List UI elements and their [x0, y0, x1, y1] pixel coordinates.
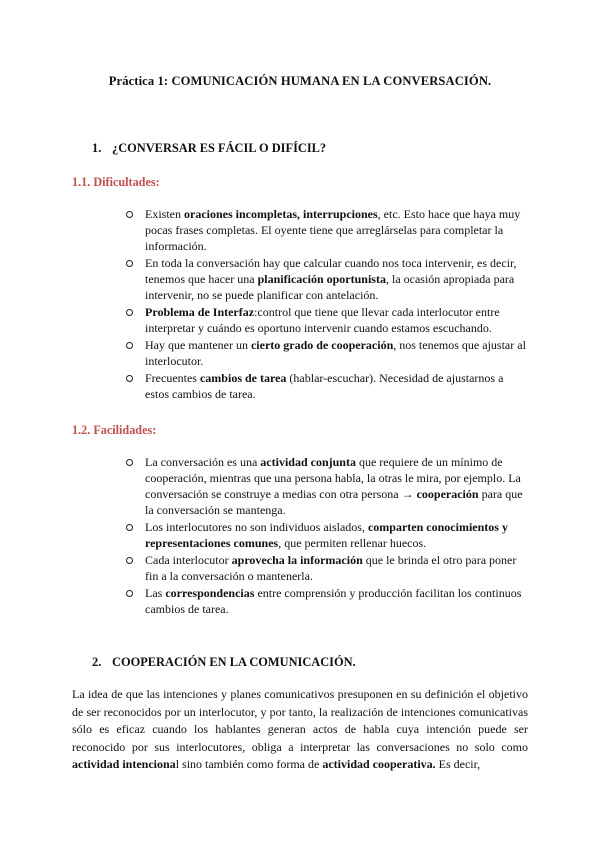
list-item — [124, 552, 528, 584]
text-run: Las — [145, 586, 166, 600]
bold-text: actividad conjunta — [260, 455, 356, 469]
text-run: En toda la conversación hay que calcular cuando nos toca intervenir, es decir, tenemos que hacer una — [145, 256, 517, 286]
subsection-1-2-heading: 1.2. Facilidades: — [72, 423, 157, 437]
page-title: Práctica 1: COMUNICACIÓN HUMANA EN LA CONVERSACIÓN. — [108, 74, 492, 88]
text-run: (hablar-escuchar). Necesidad de ajustarnos a estos cambios de tarea. — [145, 371, 504, 401]
section-1-number: 1. — [92, 141, 102, 155]
list-item — [124, 519, 528, 551]
facilities-list — [124, 454, 528, 618]
text-run: Hay que mantener un — [145, 338, 251, 352]
section-2-heading — [92, 655, 356, 670]
text-run: La conversación es una — [145, 455, 261, 469]
text-run: , la ocasión apropiada para intervenir, no se puede planificar con antelación. — [145, 272, 515, 302]
text-run: :control que tiene que llevar cada interlocutor entre interpretar y cuándo es oportuno intervenir cuando estamos escuchando. — [145, 305, 500, 335]
list-item — [124, 585, 528, 617]
bold-text: cambios de tarea — [199, 371, 287, 385]
text-run: , etc. Esto hace que haya muy pocas frases completas. El oyente tiene que arreglárselas para completar la información. — [145, 207, 521, 253]
bold-text: aprovecha la información — [231, 553, 363, 567]
list-item — [124, 337, 528, 369]
text-run: entre comprensión y producción facilitan los continuos cambios de tarea. — [145, 586, 522, 616]
subsection-1-1-heading: 1.1. Dificultades: — [72, 175, 160, 189]
list-item — [124, 304, 528, 336]
difficulties-list — [124, 206, 528, 403]
bold-text: Problema de Interfaz — [145, 305, 255, 319]
bold-text: oraciones incompletas, interrupciones — [184, 207, 378, 221]
list-item — [124, 206, 528, 254]
text-run: l sino también como forma de — [175, 757, 323, 772]
text-run: , nos tenemos que ajustar al interlocutor. — [145, 338, 526, 368]
text-run: Es decir, — [435, 757, 481, 772]
bold-text: cooperación — [416, 487, 479, 501]
section-2-number: 2. — [92, 655, 102, 669]
bold-text: cierto grado de cooperación — [250, 338, 394, 352]
bold-text: comparten conocimientos y representaciones comunes — [145, 520, 508, 550]
text-run: Frecuentes — [145, 371, 200, 385]
section-2-title: COOPERACIÓN EN LA COMUNICACIÓN. — [112, 655, 356, 669]
text-run: Cada interlocutor — [145, 553, 232, 567]
text-run: Existen — [145, 207, 184, 221]
bold-text: actividad cooperativa. — [322, 757, 436, 772]
cooperation-paragraph — [72, 686, 528, 774]
list-item — [124, 454, 528, 518]
text-run: para que la conversación se mantenga. — [145, 487, 523, 517]
text-run: La idea de que las intenciones y planes comunicativos presuponen en su definición el objetivo de ser reconocidos por un interlocutor, y por tanto, la realización de intenciones comunicativas sólo es eficaz cuando los hablantes generan actos de habla cuya intención puede ser reconocido por sus interlocutores, obliga a interpretar las conversaciones no solo como — [72, 687, 528, 754]
list-item — [124, 255, 528, 303]
bold-text: actividad intenciona — [72, 757, 176, 772]
text-run: que le brinda el otro para poner fin a la conversación o mantenerla. — [145, 553, 517, 583]
text-run: Los interlocutores no son individuos aislados, — [145, 520, 368, 534]
list-item — [124, 370, 528, 402]
bold-text: correspondencias — [165, 586, 255, 600]
section-1-heading — [92, 141, 326, 156]
bold-text: planificación oportunista — [257, 272, 386, 286]
text-run: que requiere de un mínimo de cooperación, mientras que una persona habla, la otras le mira, por ejemplo. La conversación se construye a medias con otra persona → — [145, 455, 521, 501]
section-1-title: ¿CONVERSAR ES FÁCIL O DIFÍCIL? — [112, 141, 327, 155]
text-run: , que permiten rellenar huecos. — [278, 536, 427, 550]
